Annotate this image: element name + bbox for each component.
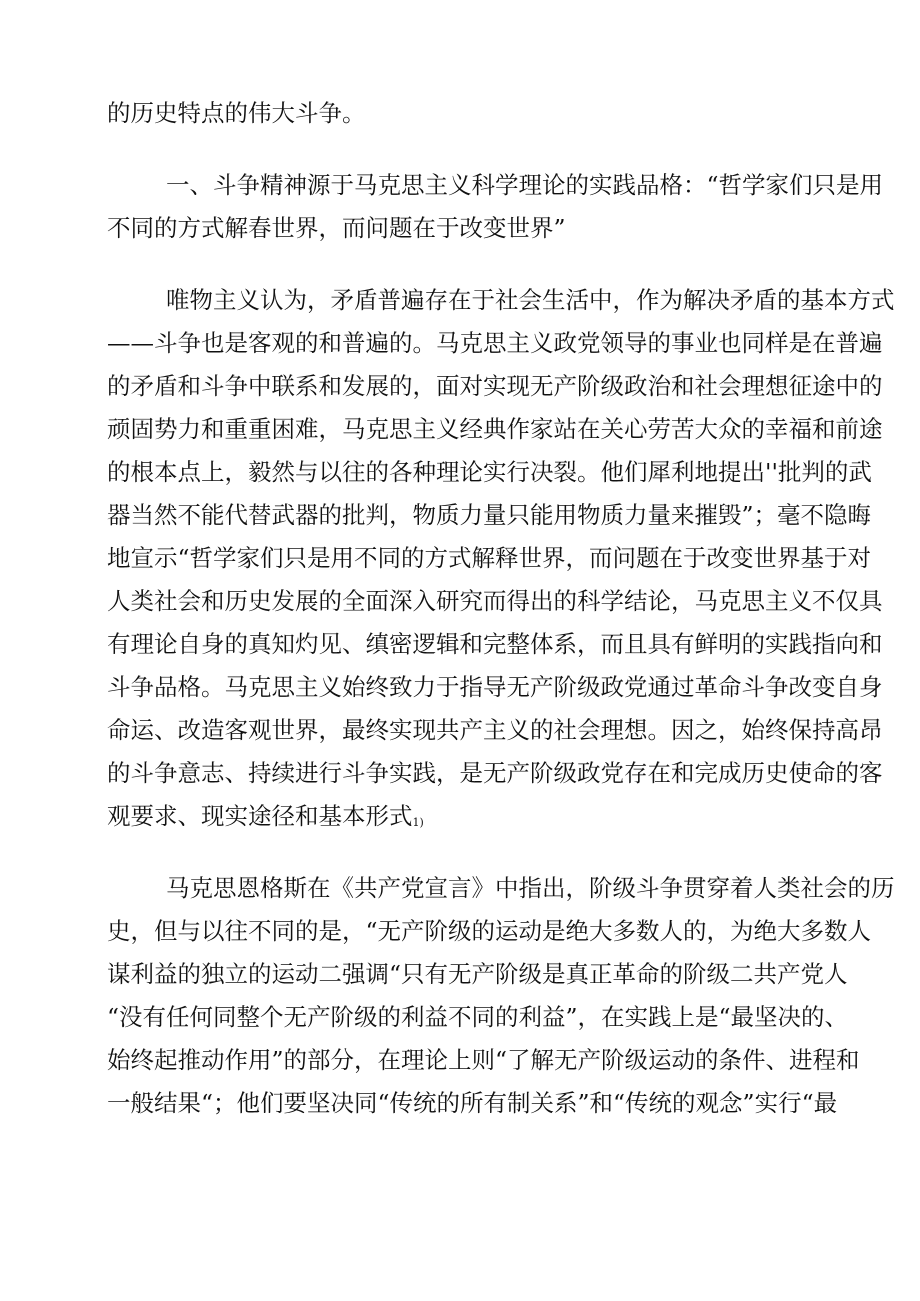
paragraph-tail-line: 的历史特点的伟大斗争。 [107,99,366,127]
section-heading-line-1: 一、斗争精神源于马克思主义科学理论的实践品格：“哲学家们只是用 [166,171,884,199]
paragraph-1-line-13 [107,801,797,831]
paragraph-2-line-6: 一般结果“；他们要坚决同“传统的所有制关系”和“传统的观念”实行“最 [107,1089,838,1117]
paragraph-2-line-2: 史，但与以往不同的是，“无产阶级的运动是绝大多数人的，为绝大多数人 [107,917,872,945]
paragraph-1-line-1: 唯物主义认为，矛盾普遍存在于社会生活中，作为解决矛盾的基本方式 [166,286,895,314]
paragraph-1-line-8: 人类社会和历史发展的全面深入研究而得出的科学结论，马克思主义不仅具 [107,587,883,615]
paragraph-1-line-13-text: 观要求、现实途径和基本形式 [107,802,413,830]
paragraph-1-line-12: 的斗争意志、持续进行斗争实践，是无产阶级政党存在和完成历史使命的客 [107,759,883,787]
paragraph-1-line-6: 器当然不能代替武器的批判，物质力量只能用物质力量来摧毁”；毫不隐晦 [107,501,872,529]
paragraph-1-line-4: 顽固势力和重重困难，马克思主义经典作家站在关心劳苦大众的幸福和前途 [107,415,883,443]
paragraph-1-line-11: 命运、改造客观世界，最终实现共产主义的社会理想。因之，始终保持高昂 [107,716,883,744]
paragraph-2-line-4: “没有任何同整个无产阶级的利益不同的利益”，在实践上是“最坚决的、 [107,1003,849,1031]
paragraph-1-line-9: 有理论自身的真知灼见、缜密逻辑和完整体系，而且具有鲜明的实践指向和 [107,630,883,658]
section-heading-line-2: 不同的方式解春世界，而问题在于改变世界” [107,214,566,242]
footnote-marker: 1) [412,816,424,829]
paragraph-2-line-5: 始终起推动作用”的部分，在理论上则“了解无产阶级运动的条件、进程和 [107,1046,860,1074]
paragraph-2-line-3: 谋利益的独立的运动二强调“只有无产阶级是真正革命的阶级二共产党人 [107,960,848,988]
paragraph-1-line-10: 斗争品格。马克思主义始终致力于指导无产阶级政党通过革命斗争改变自身 [107,673,883,701]
paragraph-1-line-2: ——斗争也是客观的和普遍的。马克思主义政党领导的事业也同样是在普遍 [107,329,883,357]
paragraph-1-line-3: 的矛盾和斗争中联系和发展的，面对实现无产阶级政治和社会理想征途中的 [107,372,883,400]
paragraph-2-line-1: 马克思恩格斯在《共产党宣言》中指出，阶级斗争贯穿着人类社会的历 [166,874,895,902]
paragraph-1-line-7: 地宣示“哲学家们只是用不同的方式解释世界，而问题在于改变世界基于对 [107,544,872,572]
paragraph-1-line-5: 的根本点上，毅然与以往的各种理论实行决裂。他们犀利地提出''批判的武 [107,458,872,486]
